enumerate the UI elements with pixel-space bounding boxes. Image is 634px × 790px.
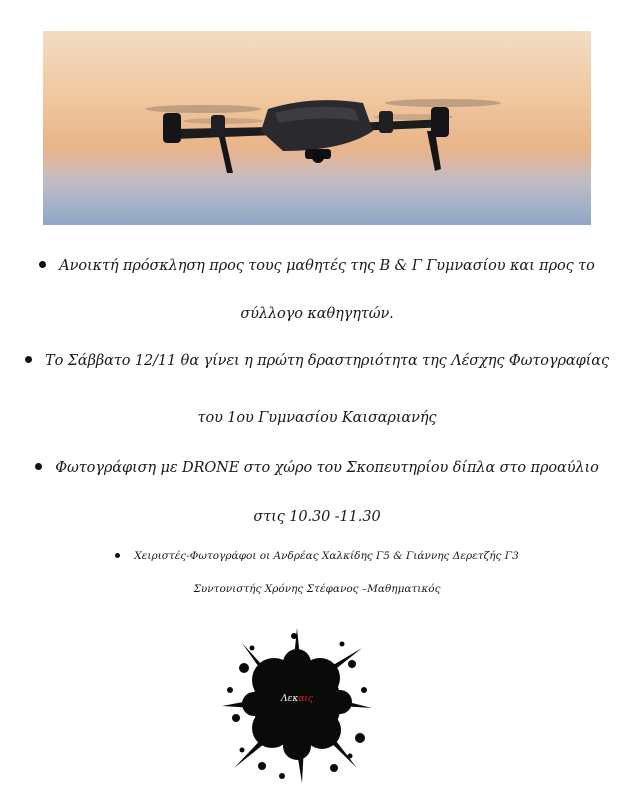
- bullet-1-line-2: σύλλογο καθηγητών.: [240, 306, 394, 322]
- bullet-1-text: Ανοικτή πρόσκληση προς τους μαθητές της Β & Γ Γυμνασίου και προς το: [59, 258, 595, 274]
- coordinator-line: Συντονιστής Χρόνης Στέφανος –Μαθηματικός: [193, 583, 441, 595]
- bullet-1-line-1: [0, 258, 634, 274]
- logo-text: [222, 694, 372, 704]
- bullet-2-line-1: [0, 353, 634, 369]
- bullet-dot: [39, 261, 46, 268]
- bullet-dot: [25, 356, 32, 363]
- logo-text-red: αις: [298, 694, 313, 704]
- bullet-2-text: Το Σάββατο 12/11 θα γίνει η πρώτη δραστηριότητα της Λέσχης Φωτογραφίας: [45, 353, 609, 369]
- ink-splatter-icon: [222, 628, 372, 783]
- drone-photo: [43, 31, 591, 225]
- bullet-dot: [35, 463, 42, 470]
- bullet-2-line-2: του 1ου Γυμνασίου Καισαριανής: [197, 410, 437, 426]
- bullet-3-line-1: [0, 460, 634, 476]
- operators-text: Χειριστές-Φωτογράφοι οι Ανδρέας Χαλκίδης Γ5 & Γιάννης Δερετζής Γ3: [134, 550, 519, 562]
- drone-image: [43, 31, 591, 225]
- logo-text-white: Λεκ: [281, 694, 299, 704]
- operators-line: [0, 550, 634, 562]
- bullet-3-text: Φωτογράφιση με DRONE στο χώρο του Σκοπευτηρίου δίπλα στο προαύλιο: [55, 460, 599, 476]
- club-logo: [222, 628, 372, 783]
- bullet-dot: [115, 553, 120, 558]
- bullet-3-line-2: στις 10.30 -11.30: [253, 509, 381, 525]
